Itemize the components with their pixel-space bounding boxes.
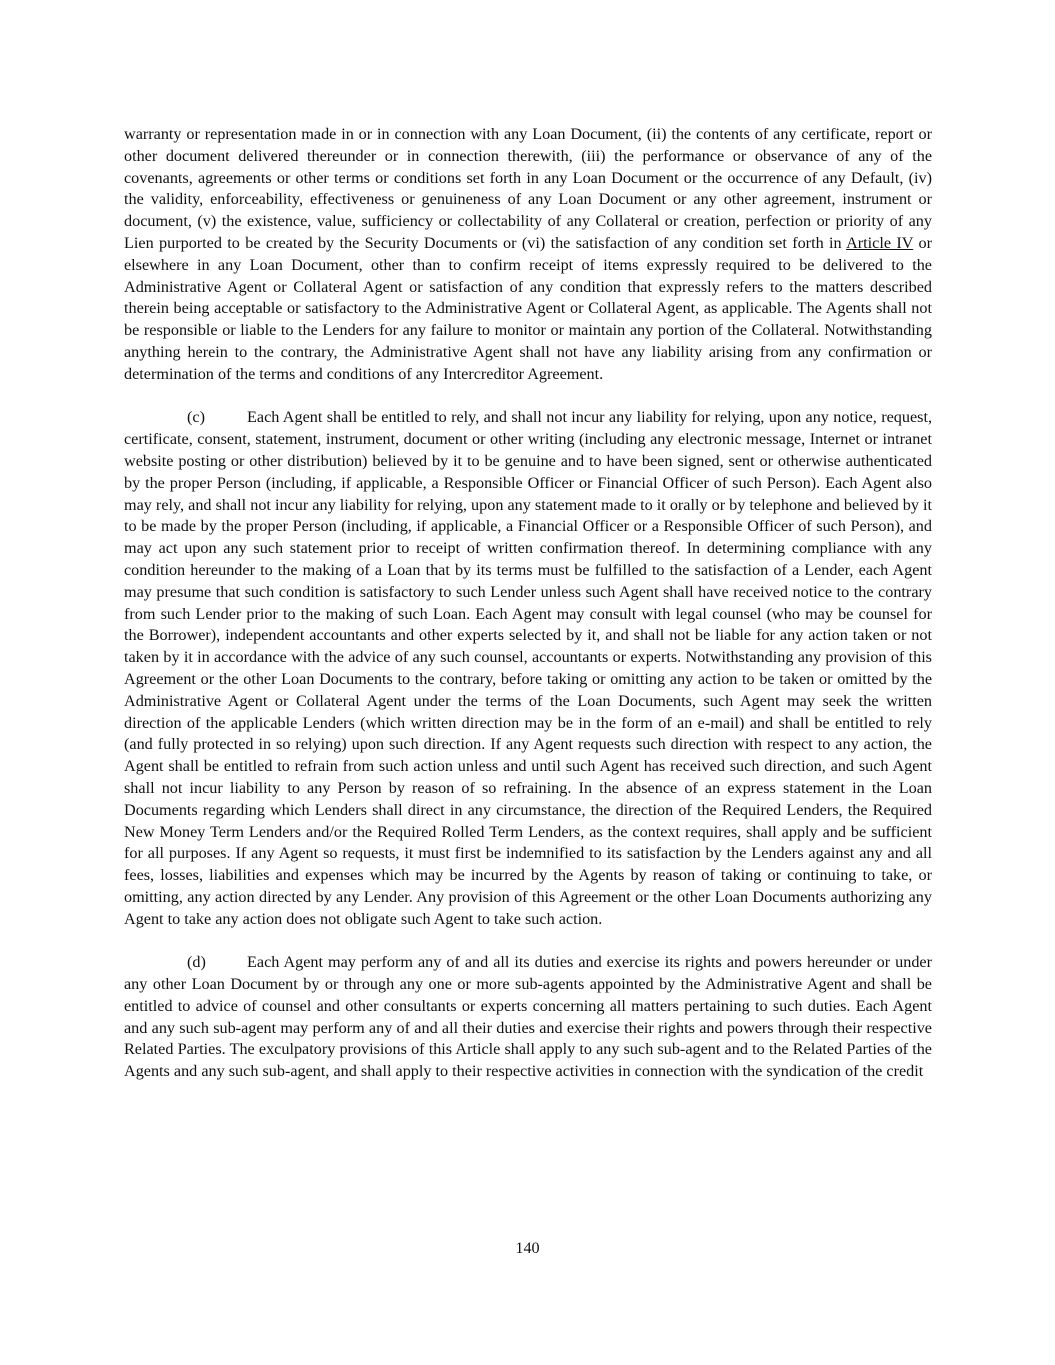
document-page <box>124 124 932 1083</box>
paragraph-label: (d) <box>187 953 206 972</box>
paragraph-continuation <box>124 124 932 386</box>
page-number: 140 <box>515 1239 540 1257</box>
paragraph-text: warranty or representation made in or in connection with any Loan Document, (ii) the contents of any certificate, report or other document delivered thereunder or in connection therewith, (iii) the performance or observance of any of the covenants, agreements or other terms or conditions set forth in any Loan Document or the occurrence of any Default, (iv) the validity, enforceability, effectiveness or genuineness of any Loan Document or any other agreement, instrument or document, (v) the existence, value, sufficiency or collectability of any Collateral or creation, perfection or priority of any Lien purported to be created by the Security Documents or (vi) the satisfaction of any condition set forth in <box>124 125 932 252</box>
paragraph-text: Each Agent shall be entitled to rely, and shall not incur any liability for relying, upon any notice, request, certificate, consent, statement, instrument, document or other writing (including any electronic message, Internet or intranet website posting or other distribution) believed by it to be genuine and to have been signed, sent or otherwise authenticated by the proper Person (including, if applicable, a Responsible Officer or Financial Officer of such Person). Each Agent also may rely, and shall not incur any liability for relying, upon any statement made to it orally or by telephone and believed by it to be made by the proper Person (including, if applicable, a Financial Officer or a Responsible Officer of such Person), and may act upon any such statement prior to receipt of written confirmation thereof. In determining compliance with any condition hereunder to the making of a Loan that by its terms must be fulfilled to the satisfaction of a Lender, each Agent may presume that such condition is satisfactory to such Lender unless such Agent shall have received notice to the contrary from such Lender prior to the making of such Loan. Each Agent may consult with legal counsel (who may be counsel for the Borrower), independent accountants and other experts selected by it, and shall not be liable for any action taken or not taken by it in accordance with the advice of any such counsel, accountants or experts. Notwithstanding any provision of this Agreement or the other Loan Documents to the contrary, before taking or omitting any action to be taken or omitted by the Administrative Agent or Collateral Agent under the terms of the Loan Documents, such Agent may seek the written direction of the applicable Lenders (which written direction may be in the form of an e-mail) and shall be entitled to rely (and fully protected in so relying) upon such direction. If any Agent requests such direction with respect to any action, the Agent shall be entitled to refrain from such action unless and until such Agent has received such direction, and such Agent shall not incur liability to any Person by reason of so refraining. In the absence of an express statement in the Loan Documents regarding which Lenders shall direct in any circumstance, the direction of the Required Lenders, the Required New Money Term Lenders and/or the Required Rolled Term Lenders, as the context requires, shall apply and be sufficient for all purposes. If any Agent so requests, it must first be indemnified to its satisfaction by the Lenders against any and all fees, losses, liabilities and expenses which may be incurred by the Agents by reason of taking or continuing to take, or omitting, any action directed by any Lender. Any provision of this Agreement or the other Loan Documents authorizing any Agent to take any action does not obligate such Agent to take such action. <box>124 408 932 928</box>
article-iv-reference: Article IV <box>846 233 914 252</box>
paragraph-c <box>124 407 932 930</box>
paragraph-text: or elsewhere in any Loan Document, other than to confirm receipt of items expressly required to be delivered to the Administrative Agent or Collateral Agent or satisfaction of any condition that expressly refers to the matters described therein being acceptable or satisfactory to the Administrative Agent or Collateral Agent, as applicable. The Agents shall not be responsible or liable to the Lenders for any failure to monitor or maintain any portion of the Collateral. Notwithstanding anything herein to the contrary, the Administrative Agent shall not have any liability arising from any confirmation or determination of the terms and conditions of any Intercreditor Agreement. <box>124 233 933 383</box>
paragraph-text: Each Agent may perform any of and all its duties and exercise its rights and powers hereunder or under any other Loan Document by or through any one or more sub-agents appointed by the Administrative Agent and shall be entitled to advice of counsel and other consultants or experts concerning all matters pertaining to such duties. Each Agent and any such sub-agent may perform any of and all their duties and exercise their rights and powers through their respective Related Parties. The exculpatory provisions of this Article shall apply to any such sub-agent and to the Related Parties of the Agents and any such sub-agent, and shall apply to their respective activities in connection with the syndication of the credit <box>124 953 932 1081</box>
paragraph-label: (c) <box>187 408 205 427</box>
paragraph-d <box>124 952 932 1083</box>
